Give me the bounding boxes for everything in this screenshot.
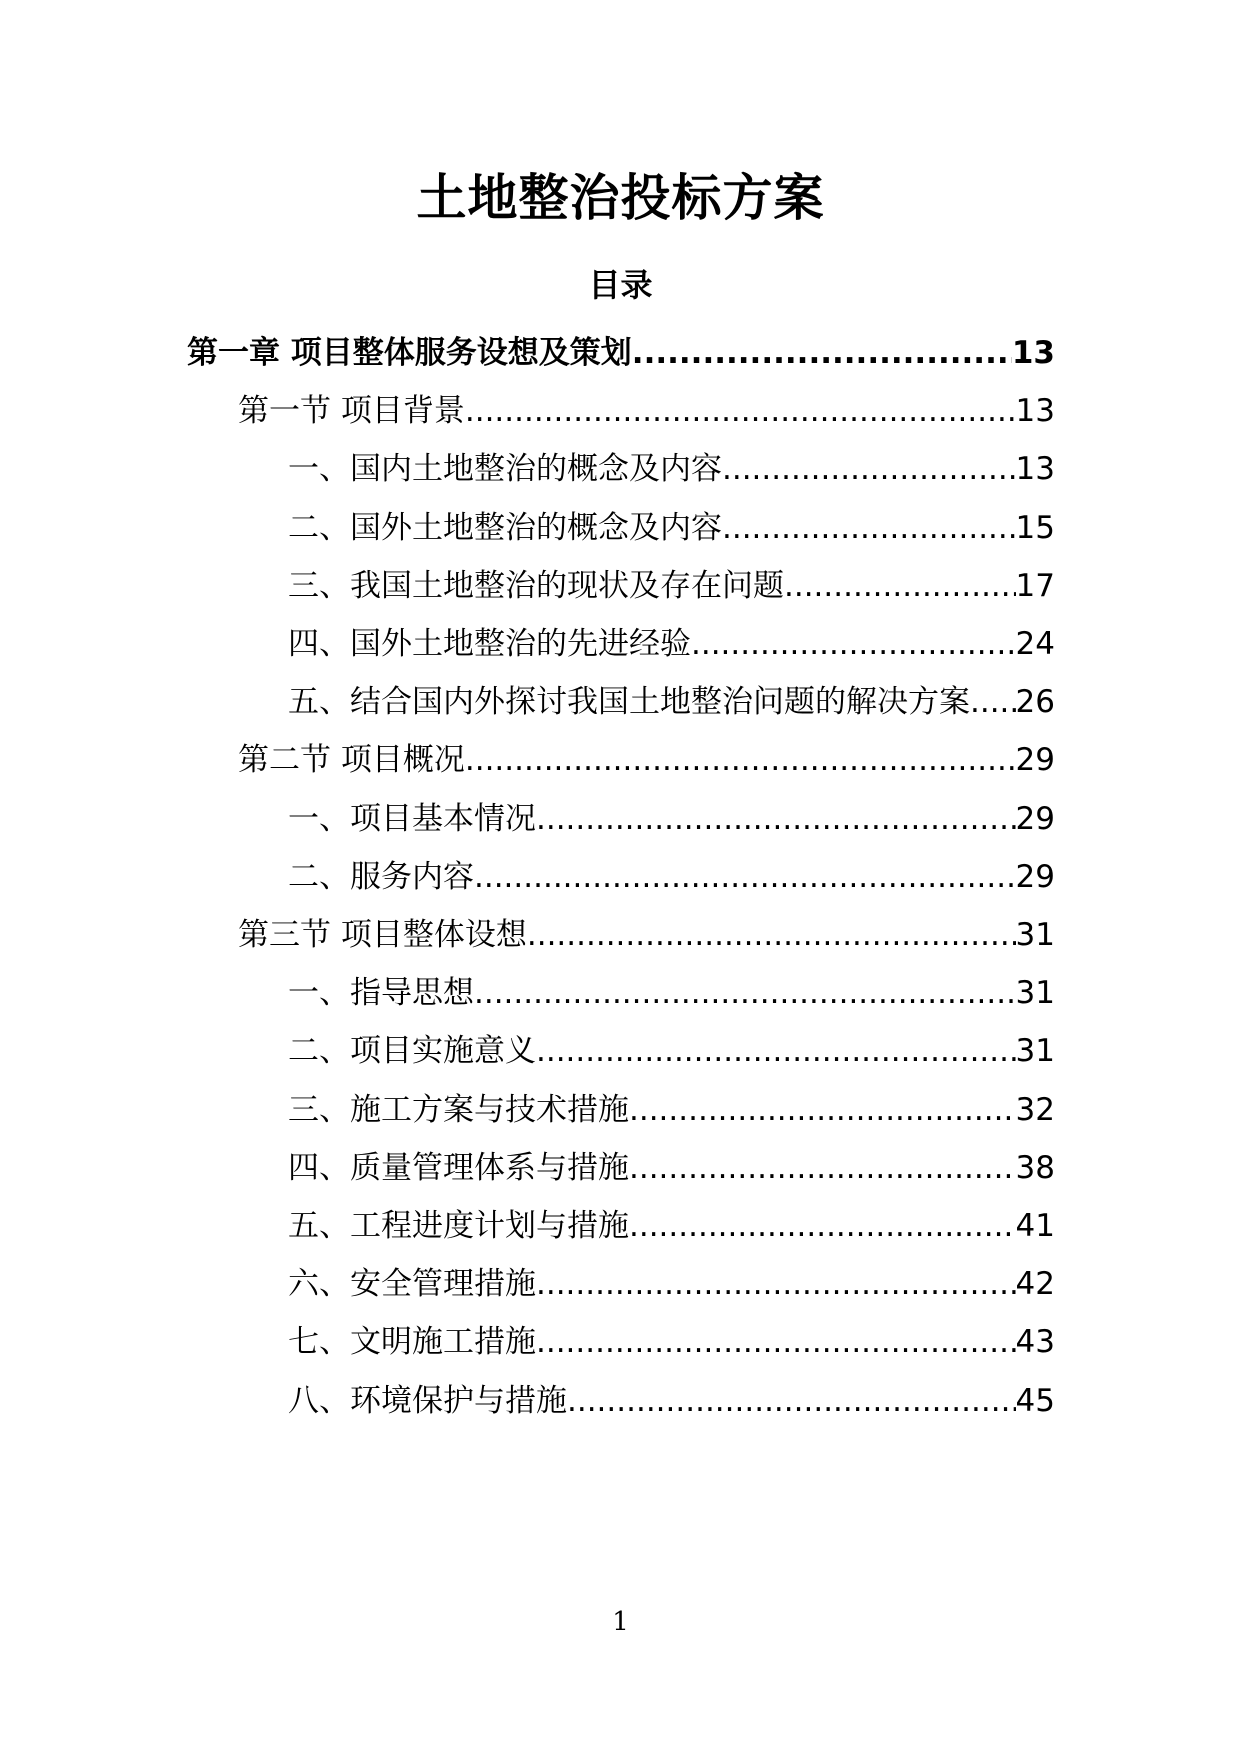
toc-entry[interactable] [288,619,1055,669]
toc-entry-title: 八、环境保护与措施 [288,1382,567,1419]
page-number: 1 [612,1607,629,1637]
toc-dot-leader [784,561,1016,611]
toc-entry-title: 三、施工方案与技术措施 [288,1091,629,1128]
toc-entry[interactable] [288,1201,1055,1251]
toc-entry-page: 13 [1011,335,1055,371]
toc-entry-title: 三、我国土地整治的现状及存在问题 [288,567,784,604]
toc-entry[interactable] [288,1026,1055,1076]
toc-entry-title: 第一节 项目背景 [238,393,465,430]
toc-entry[interactable] [187,328,1055,378]
toc-entry[interactable] [288,852,1055,902]
toc-entry[interactable] [288,1143,1055,1193]
toc-entry-page: 43 [1015,1324,1055,1361]
toc-entry[interactable] [288,1376,1055,1426]
toc-dot-leader [536,1317,1016,1367]
toc-entry-page: 13 [1015,451,1055,488]
toc-entry-page: 41 [1015,1208,1055,1244]
toc-entry-page: 31 [1015,917,1055,953]
toc-dot-leader [632,328,1012,378]
toc-entry-page: 42 [1015,1266,1055,1303]
toc-entry-title: 四、国外土地整治的先进经验 [288,626,691,662]
toc-entry[interactable] [238,735,1055,785]
toc-entry-title: 一、国内土地整治的概念及内容 [288,451,722,488]
document-title: 土地整治投标方案 [416,169,825,227]
toc-entry-title: 二、服务内容 [288,858,474,895]
toc-entry[interactable] [288,1085,1055,1135]
toc-heading: 目录 [588,266,653,304]
toc-dot-leader [691,619,1016,669]
toc-entry-page: 38 [1015,1149,1055,1186]
toc-entry[interactable] [238,386,1055,436]
toc-dot-leader [474,852,1016,902]
toc-dot-leader [536,1259,1016,1309]
toc-entry[interactable] [288,794,1055,844]
toc-entry-page: 45 [1015,1382,1055,1419]
toc-dot-leader [527,910,1016,960]
toc-entry-title: 五、结合国内外探讨我国土地整治问题的解决方案 [288,684,970,721]
toc-entry[interactable] [288,444,1055,494]
toc-entry-page: 29 [1015,858,1055,895]
toc-dot-leader [465,735,1016,785]
toc-entry-page: 24 [1015,626,1055,662]
toc-entry-page: 31 [1015,1033,1055,1070]
toc-entry-title: 二、国外土地整治的概念及内容 [288,509,722,546]
toc-entry[interactable] [288,561,1055,611]
toc-dot-leader [722,503,1016,553]
toc-entry-page: 17 [1015,567,1055,604]
toc-entry-title: 第一章 项目整体服务设想及策划 [187,335,632,371]
toc-dot-leader [629,1085,1016,1135]
toc-entry-title: 第二节 项目概况 [238,742,465,779]
toc-entry-title: 第三节 项目整体设想 [238,917,527,953]
toc-entry-title: 五、工程进度计划与措施 [288,1208,629,1244]
toc-entry-page: 32 [1015,1091,1055,1128]
toc-entry-page: 15 [1015,509,1055,546]
toc-entry-page: 31 [1015,975,1055,1012]
toc-dot-leader [474,968,1016,1018]
toc-entry-title: 四、质量管理体系与措施 [288,1149,629,1186]
toc-dot-leader [465,386,1016,436]
toc-entry[interactable] [238,910,1055,960]
toc-entry[interactable] [288,968,1055,1018]
toc-dot-leader [567,1376,1016,1426]
toc-dot-leader [629,1143,1016,1193]
toc-entry-page: 29 [1015,742,1055,779]
toc-entry-page: 13 [1015,393,1055,430]
toc-entry-title: 七、文明施工措施 [288,1324,536,1361]
toc-entry-title: 一、项目基本情况 [288,800,536,837]
toc-entry[interactable] [288,1317,1055,1367]
toc-entry[interactable] [288,1259,1055,1309]
toc-entry-page: 26 [1015,684,1055,721]
toc-entry-title: 二、项目实施意义 [288,1033,536,1070]
toc-dot-leader [629,1201,1016,1251]
toc-dot-leader [970,677,1016,727]
toc-entry-page: 29 [1015,800,1055,837]
toc-entry[interactable] [288,503,1055,553]
toc-dot-leader [536,794,1016,844]
toc-entry-title: 一、指导思想 [288,975,474,1012]
toc-dot-leader [536,1026,1016,1076]
toc-entry[interactable] [288,677,1055,727]
toc-dot-leader [722,444,1016,494]
toc-entry-title: 六、安全管理措施 [288,1266,536,1303]
